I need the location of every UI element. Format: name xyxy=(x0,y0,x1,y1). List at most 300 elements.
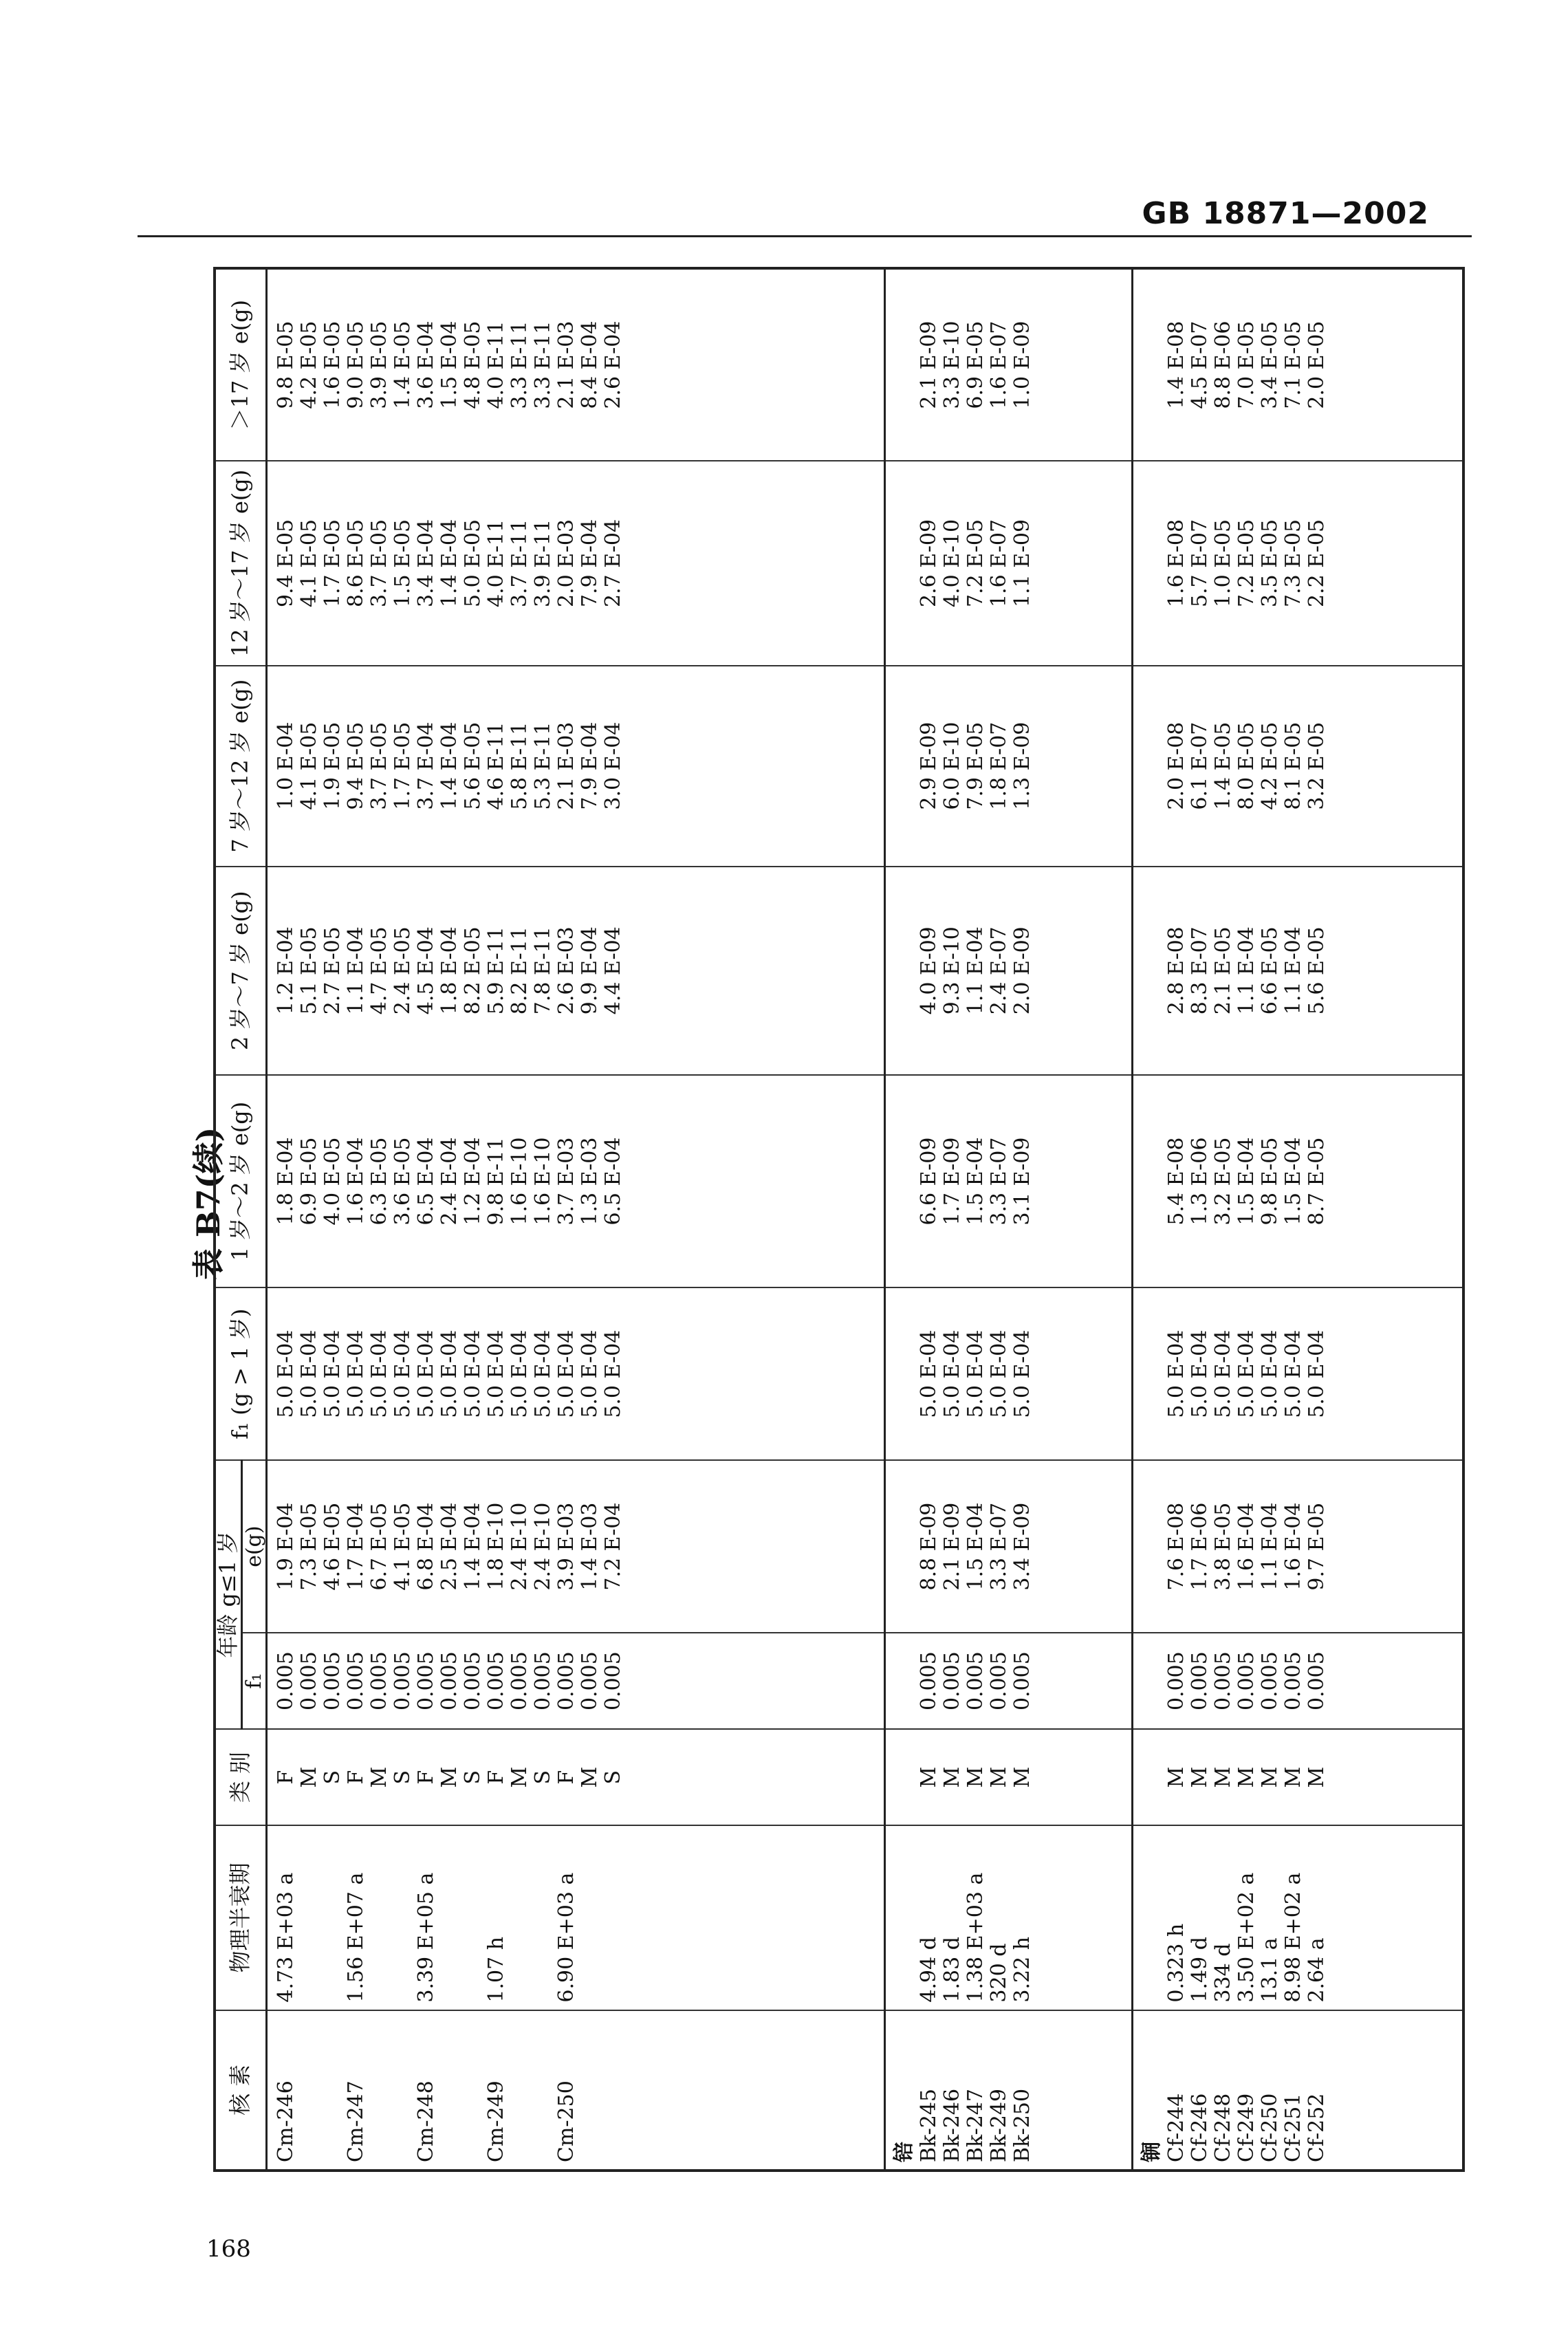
cell-e: 1.9 E-04 xyxy=(274,1502,298,1591)
cell-f1: 0.005 xyxy=(1164,1651,1189,1711)
cell-f1-gt1: 5.0 E-04 xyxy=(437,1329,462,1418)
cell-f1-gt1: 5.0 E-04 xyxy=(1188,1329,1212,1418)
group-label-spacer xyxy=(893,1833,917,2002)
cell-e-2-7: 4.0 E-09 xyxy=(917,926,941,1015)
cell-e-2-7: 9.9 E-04 xyxy=(578,926,602,1015)
cell-f1: 0.005 xyxy=(1258,1651,1283,1711)
cell-f1-gt1: 5.0 E-04 xyxy=(1010,1329,1035,1418)
cell-f1-gt1: 5.0 E-04 xyxy=(320,1329,345,1418)
cell-nuclide: Cf-249 xyxy=(1234,2093,1259,2162)
cell-class-column xyxy=(885,1729,1133,1825)
cell-e-12-17-column xyxy=(1133,461,1463,666)
cell-e-1-2-column xyxy=(267,1075,885,1287)
cell-e-7-12: 2.0 E-08 xyxy=(1164,721,1189,810)
cell-nuclide: Bk-249 xyxy=(987,2088,1012,2162)
cell-e-1-2: 6.5 E-04 xyxy=(601,1137,626,1226)
cell-e-1-2: 6.6 E-09 xyxy=(917,1137,941,1226)
col-age-le1: 年龄 g≤1 岁 xyxy=(215,1460,241,1729)
cell-e-7-12: 2.9 E-09 xyxy=(917,721,941,810)
cell-e-2-7: 5.1 E-05 xyxy=(297,926,322,1015)
cell-half-life: 0.323 h xyxy=(1164,1923,1189,2003)
cell-e-7-12: 4.1 E-05 xyxy=(297,721,322,810)
cell-e-12-17: 1.6 E-08 xyxy=(1164,519,1189,607)
cell-f1-gt1: 5.0 E-04 xyxy=(1258,1329,1283,1418)
cell-nuclide: Cf-252 xyxy=(1305,2093,1329,2162)
cell-e-2-7: 4.4 E-04 xyxy=(601,926,626,1015)
cell-e-7-12: 1.0 E-04 xyxy=(274,721,298,810)
cell-e: 1.6 E-04 xyxy=(1234,1502,1259,1591)
cell-e-1-2: 1.3 E-03 xyxy=(578,1137,602,1226)
cell-e-gt17: 9.0 E-05 xyxy=(344,320,369,409)
cell-e-2-7: 4.5 E-04 xyxy=(414,926,439,1015)
cell-e-1-2: 1.5 E-04 xyxy=(1281,1137,1306,1226)
cell-e-1-2: 2.4 E-04 xyxy=(437,1137,462,1226)
cell-nuclide: Cm-249 xyxy=(484,2080,509,2162)
cell-f1-column xyxy=(1133,1633,1463,1729)
group-label-spacer xyxy=(1140,468,1165,658)
cell-e-gt17: 1.0 E-09 xyxy=(1010,320,1035,409)
col-age-12-17: 12 岁～17 岁 e(g) xyxy=(215,461,267,666)
cell-f1-gt1: 5.0 E-04 xyxy=(987,1329,1012,1418)
cell-class: M xyxy=(1211,1766,1236,1788)
cell-e-7-12: 1.4 E-05 xyxy=(1211,721,1236,810)
cell-nuclide: Cm-248 xyxy=(414,2080,439,2162)
cell-e-2-7: 2.4 E-05 xyxy=(391,926,415,1015)
cell-e-7-12: 1.7 E-05 xyxy=(391,721,415,810)
cell-e-12-17: 8.6 E-05 xyxy=(344,519,369,607)
cell-f1: 0.005 xyxy=(344,1651,369,1711)
cell-e-12-17: 3.7 E-05 xyxy=(367,519,392,607)
col-f1: f₁ xyxy=(241,1633,267,1729)
cell-nuclide: Cm-250 xyxy=(554,2080,579,2162)
cell-e-1-2: 6.3 E-05 xyxy=(367,1137,392,1226)
cell-class: S xyxy=(461,1770,486,1785)
cell-class: S xyxy=(601,1770,626,1785)
group-label-spacer xyxy=(893,1468,917,1625)
cell-half-life-column xyxy=(1133,1825,1463,2010)
group-label-spacer xyxy=(893,1640,917,1721)
cell-e: 8.8 E-09 xyxy=(917,1502,941,1591)
cell-e: 1.6 E-04 xyxy=(1281,1502,1306,1591)
cell-e-2-7: 2.4 E-07 xyxy=(987,926,1012,1015)
cell-e-1-2: 1.6 E-10 xyxy=(531,1137,556,1226)
group-label-spacer xyxy=(893,1737,917,1818)
group-label-spacer xyxy=(893,468,917,658)
cell-nuclide: Bk-245 xyxy=(917,2088,941,2162)
cell-half-life-column xyxy=(885,1825,1133,2010)
cell-e-1-2: 3.6 E-05 xyxy=(391,1137,415,1226)
cell-f1-gt1: 5.0 E-04 xyxy=(1234,1329,1259,1418)
cell-f1-column xyxy=(267,1633,885,1729)
cell-f1-gt1: 5.0 E-04 xyxy=(963,1329,988,1418)
cell-e-gt17: 7.0 E-05 xyxy=(1234,320,1259,409)
group-label-spacer xyxy=(1140,1737,1165,1818)
cell-e-2-7: 1.8 E-04 xyxy=(437,926,462,1015)
cell-f1: 0.005 xyxy=(601,1651,626,1711)
cell-f1-gt1: 5.0 E-04 xyxy=(531,1329,556,1418)
group-label-spacer xyxy=(893,1295,917,1453)
cell-class: F xyxy=(344,1770,369,1785)
cell-e-12-17-column xyxy=(885,461,1133,666)
cell-half-life: 2.64 a xyxy=(1305,1937,1329,2003)
col-age-gt17: ＞17 岁 e(g) xyxy=(215,268,267,461)
cell-e: 1.4 E-03 xyxy=(578,1502,602,1591)
cell-e-12-17: 9.4 E-05 xyxy=(274,519,298,607)
cell-f1: 0.005 xyxy=(1211,1651,1236,1711)
cell-class: S xyxy=(320,1770,345,1785)
cell-e-gt17-column xyxy=(885,268,1133,461)
cell-e-12-17: 7.3 E-05 xyxy=(1281,519,1306,607)
cell-half-life: 1.56 E+07 a xyxy=(344,1872,369,2003)
cell-e-7-12: 1.3 E-09 xyxy=(1010,721,1035,810)
cell-f1-gt1: 5.0 E-04 xyxy=(917,1329,941,1418)
cell-e-7-12: 3.7 E-04 xyxy=(414,721,439,810)
cell-e: 2.5 E-04 xyxy=(437,1502,462,1591)
group-label-spacer xyxy=(1140,1468,1165,1625)
cell-e-2-7: 8.3 E-07 xyxy=(1188,926,1212,1015)
cell-e-7-12: 2.1 E-03 xyxy=(554,721,579,810)
cell-e-1-2: 9.8 E-11 xyxy=(484,1137,509,1226)
cell-e: 7.3 E-05 xyxy=(297,1502,322,1591)
col-e-g: e(g) xyxy=(241,1460,267,1633)
cell-e-12-17: 1.5 E-05 xyxy=(391,519,415,607)
cell-nuclide: Cf-248 xyxy=(1211,2093,1236,2162)
cell-e: 2.4 E-10 xyxy=(508,1502,532,1591)
cell-e-1-2: 1.7 E-09 xyxy=(940,1137,965,1226)
group-label-spacer xyxy=(893,874,917,1067)
cell-e-12-17: 2.0 E-03 xyxy=(554,519,579,607)
cell-class: S xyxy=(531,1770,556,1785)
cell-e-2-7: 1.1 E-04 xyxy=(1281,926,1306,1015)
cell-f1: 0.005 xyxy=(578,1651,602,1711)
cell-nuclide: Cf-246 xyxy=(1188,2093,1212,2162)
cell-e: 3.8 E-05 xyxy=(1211,1502,1236,1591)
cell-e: 7.2 E-04 xyxy=(601,1502,626,1591)
cell-f1: 0.005 xyxy=(274,1651,298,1711)
cell-f1-gt1-column xyxy=(1133,1287,1463,1460)
cell-class: M xyxy=(1281,1766,1306,1788)
group-label-spacer xyxy=(1140,1640,1165,1721)
cell-class: M xyxy=(1234,1766,1259,1788)
cell-e: 1.5 E-04 xyxy=(963,1502,988,1591)
cell-e-7-12: 1.4 E-04 xyxy=(437,721,462,810)
cell-e-gt17: 2.1 E-09 xyxy=(917,320,941,409)
group-label-spacer xyxy=(893,276,917,453)
cell-e-gt17: 1.5 E-04 xyxy=(437,320,462,409)
cell-f1: 0.005 xyxy=(508,1651,532,1711)
cell-e: 6.8 E-04 xyxy=(414,1502,439,1591)
cell-e-gt17: 7.1 E-05 xyxy=(1281,320,1306,409)
cell-e-gt17-column xyxy=(267,268,885,461)
cell-e-12-17: 2.6 E-09 xyxy=(917,519,941,607)
cell-nuclide xyxy=(461,2018,485,2162)
cell-e-gt17: 4.2 E-05 xyxy=(297,320,322,409)
cell-nuclide xyxy=(532,2018,555,2162)
cell-e-gt17: 9.8 E-05 xyxy=(274,320,298,409)
cell-e-1-2: 1.8 E-04 xyxy=(274,1137,298,1226)
cell-f1: 0.005 xyxy=(391,1651,415,1711)
cell-half-life: 13.1 a xyxy=(1258,1937,1283,2003)
group-label-spacer xyxy=(893,1083,917,1280)
cell-class: M xyxy=(987,1766,1012,1788)
cell-e-gt17: 3.4 E-05 xyxy=(1258,320,1283,409)
cell-e-gt17: 1.4 E-08 xyxy=(1164,320,1189,409)
cell-class: M xyxy=(297,1766,322,1788)
cell-e-12-17: 7.2 E-05 xyxy=(963,519,988,607)
cell-e-12-17: 4.1 E-05 xyxy=(297,519,322,607)
group-label: 锎 xyxy=(1140,2142,1164,2162)
cell-e-1-2: 9.8 E-05 xyxy=(1258,1137,1283,1226)
cell-e: 3.4 E-09 xyxy=(1010,1502,1035,1591)
cell-e-7-12: 4.6 E-11 xyxy=(484,721,509,810)
cell-e-12-17: 3.7 E-11 xyxy=(508,519,532,607)
col-age-1-2: 1 岁～2 岁 e(g) xyxy=(215,1075,267,1287)
cell-e-1-2-column xyxy=(885,1075,1133,1287)
row-group xyxy=(885,268,1133,2171)
cell-e-12-17: 5.0 E-05 xyxy=(461,519,486,607)
cell-e: 2.4 E-10 xyxy=(531,1502,556,1591)
cell-f1: 0.005 xyxy=(531,1651,556,1711)
cell-e-gt17: 3.3 E-11 xyxy=(531,320,556,409)
cell-nuclide: Cf-244 xyxy=(1164,2093,1189,2162)
cell-e-2-7: 4.7 E-05 xyxy=(367,926,392,1015)
cell-e-7-12: 1.8 E-07 xyxy=(987,721,1012,810)
cell-nuclide xyxy=(391,2018,415,2162)
standard-code: GB 18871—2002 xyxy=(1142,196,1429,231)
cell-class-column xyxy=(1133,1729,1463,1825)
cell-f1: 0.005 xyxy=(917,1651,941,1711)
cell-class: F xyxy=(554,1770,579,1785)
cell-e-2-7: 1.2 E-04 xyxy=(274,926,298,1015)
cell-f1: 0.005 xyxy=(461,1651,486,1711)
cell-e: 1.8 E-10 xyxy=(484,1502,509,1591)
cell-e-12-17: 2.7 E-04 xyxy=(601,519,626,607)
dose-coefficient-table xyxy=(213,267,1465,2172)
cell-class: M xyxy=(1164,1766,1189,1788)
cell-e: 3.9 E-03 xyxy=(554,1502,579,1591)
cell-e-2-7-column xyxy=(1133,867,1463,1075)
cell-nuclide xyxy=(298,2018,321,2162)
cell-e-2-7: 8.2 E-11 xyxy=(508,926,532,1015)
cell-f1: 0.005 xyxy=(987,1651,1012,1711)
cell-e-7-12: 7.9 E-05 xyxy=(963,721,988,810)
cell-f1: 0.005 xyxy=(367,1651,392,1711)
cell-half-life: 1.38 E+03 a xyxy=(963,1872,988,2003)
cell-e: 1.4 E-04 xyxy=(461,1502,486,1591)
cell-half-life xyxy=(368,1833,391,2002)
cell-e-gt17: 4.0 E-11 xyxy=(484,320,509,409)
cell-e-1-2: 3.2 E-05 xyxy=(1211,1137,1236,1226)
group-label-spacer xyxy=(1140,1833,1165,2002)
cell-e-gt17: 2.6 E-04 xyxy=(601,320,626,409)
cell-f1-gt1: 5.0 E-04 xyxy=(484,1329,509,1418)
cell-e-1-2: 3.1 E-09 xyxy=(1010,1137,1035,1226)
cell-e-12-17: 4.0 E-10 xyxy=(940,519,965,607)
cell-f1-gt1: 5.0 E-04 xyxy=(578,1329,602,1418)
cell-f1-gt1-column xyxy=(267,1287,885,1460)
cell-e-7-12: 6.0 E-10 xyxy=(940,721,965,810)
cell-class: M xyxy=(1258,1766,1283,1788)
cell-class: M xyxy=(508,1766,532,1788)
cell-half-life xyxy=(532,1833,555,2002)
cell-e-1-2: 1.5 E-04 xyxy=(963,1137,988,1226)
cell-half-life: 4.94 d xyxy=(917,1937,941,2003)
cell-f1-gt1: 5.0 E-04 xyxy=(1164,1329,1189,1418)
cell-f1: 0.005 xyxy=(1188,1651,1212,1711)
cell-e-12-17: 1.4 E-04 xyxy=(437,519,462,607)
cell-nuclide xyxy=(578,2018,602,2162)
cell-class: M xyxy=(940,1766,965,1788)
cell-e-gt17: 2.1 E-03 xyxy=(554,320,579,409)
cell-e-12-17: 1.0 E-05 xyxy=(1211,519,1236,607)
cell-class: S xyxy=(391,1770,415,1785)
cell-e-column xyxy=(1133,1460,1463,1633)
cell-class-column xyxy=(267,1729,885,1825)
cell-f1-gt1: 5.0 E-04 xyxy=(508,1329,532,1418)
cell-e: 3.3 E-07 xyxy=(987,1502,1012,1591)
cell-e-2-7: 2.0 E-09 xyxy=(1010,926,1035,1015)
cell-f1-gt1: 5.0 E-04 xyxy=(391,1329,415,1418)
group-label-spacer xyxy=(1140,1295,1165,1453)
cell-class: M xyxy=(578,1766,602,1788)
cell-e-2-7: 7.8 E-11 xyxy=(531,926,556,1015)
cell-class: F xyxy=(414,1770,439,1785)
cell-e-gt17: 3.3 E-10 xyxy=(940,320,965,409)
col-nuclide: 核 素 xyxy=(215,2010,267,2171)
cell-e-2-7-column xyxy=(885,867,1133,1075)
cell-e-gt17-column xyxy=(1133,268,1463,461)
col-age-2-7: 2 岁～7 岁 e(g) xyxy=(215,867,267,1075)
cell-e-7-12-column xyxy=(885,666,1133,867)
cell-e-gt17: 3.6 E-04 xyxy=(414,320,439,409)
cell-e-gt17: 1.4 E-05 xyxy=(391,320,415,409)
col-f1-gt1: f₁ (g > 1 岁) xyxy=(215,1287,267,1460)
cell-e-7-12: 3.2 E-05 xyxy=(1305,721,1329,810)
cell-half-life xyxy=(321,1833,345,2002)
cell-f1-gt1: 5.0 E-04 xyxy=(554,1329,579,1418)
cell-e-column xyxy=(267,1460,885,1633)
cell-e-7-12: 3.7 E-05 xyxy=(367,721,392,810)
cell-e-gt17: 2.0 E-05 xyxy=(1305,320,1329,409)
cell-nuclide xyxy=(368,2018,391,2162)
cell-nuclide: Cm-247 xyxy=(344,2080,369,2162)
cell-e-12-17: 5.7 E-07 xyxy=(1188,519,1212,607)
group-label-spacer xyxy=(893,673,917,859)
cell-e-7-12: 4.2 E-05 xyxy=(1258,721,1283,810)
cell-e-1-2: 1.3 E-06 xyxy=(1188,1137,1212,1226)
row-group xyxy=(1133,268,1463,2171)
cell-f1-gt1-column xyxy=(885,1287,1133,1460)
cell-half-life: 3.22 h xyxy=(1010,1936,1035,2003)
cell-e-12-17: 1.7 E-05 xyxy=(320,519,345,607)
cell-nuclide xyxy=(438,2018,461,2162)
cell-f1-gt1: 5.0 E-04 xyxy=(274,1329,298,1418)
cell-f1: 0.005 xyxy=(414,1651,439,1711)
cell-f1: 0.005 xyxy=(1305,1651,1329,1711)
group-label-spacer xyxy=(1140,276,1165,453)
cell-e-2-7: 5.9 E-11 xyxy=(484,926,509,1015)
cell-class: M xyxy=(437,1766,462,1788)
cell-f1-gt1: 5.0 E-04 xyxy=(601,1329,626,1418)
cell-e: 6.7 E-05 xyxy=(367,1502,392,1591)
cell-e-gt17: 1.6 E-05 xyxy=(320,320,345,409)
cell-f1-gt1: 5.0 E-04 xyxy=(414,1329,439,1418)
cell-half-life xyxy=(508,1833,532,2002)
cell-nuclide xyxy=(602,2018,625,2162)
cell-f1: 0.005 xyxy=(1010,1651,1035,1711)
cell-e-7-12: 7.9 E-04 xyxy=(578,721,602,810)
cell-class: F xyxy=(484,1770,509,1785)
group-row xyxy=(885,268,1133,2171)
cell-e-2-7: 1.1 E-04 xyxy=(963,926,988,1015)
cell-e-1-2: 5.4 E-08 xyxy=(1164,1137,1189,1226)
cell-e-12-17: 7.2 E-05 xyxy=(1234,519,1259,607)
cell-e-2-7: 2.6 E-03 xyxy=(554,926,579,1015)
cell-e-7-12: 5.3 E-11 xyxy=(531,721,556,810)
cell-half-life: 3.39 E+05 a xyxy=(414,1872,439,2003)
cell-e-1-2: 6.9 E-05 xyxy=(297,1137,322,1226)
header-rule xyxy=(138,235,1472,237)
cell-e-gt17: 3.3 E-11 xyxy=(508,320,532,409)
cell-nuclide: Cm-246 xyxy=(274,2080,298,2162)
cell-f1: 0.005 xyxy=(297,1651,322,1711)
cell-e-1-2: 4.0 E-05 xyxy=(320,1137,345,1226)
cell-nuclide: Bk-250 xyxy=(1010,2088,1035,2162)
cell-e: 4.1 E-05 xyxy=(391,1502,415,1591)
cell-e-1-2: 3.3 E-07 xyxy=(987,1137,1012,1226)
cell-e-12-17: 4.0 E-11 xyxy=(484,519,509,607)
cell-f1: 0.005 xyxy=(1281,1651,1306,1711)
cell-e-7-12: 1.9 E-05 xyxy=(320,721,345,810)
cell-e-gt17: 1.6 E-07 xyxy=(987,320,1012,409)
cell-f1-gt1: 5.0 E-04 xyxy=(1211,1329,1236,1418)
cell-e-1-2-column xyxy=(1133,1075,1463,1287)
cell-nuclide-column xyxy=(1133,2010,1463,2171)
cell-e-1-2: 1.5 E-04 xyxy=(1234,1137,1259,1226)
cell-e-2-7: 9.3 E-10 xyxy=(940,926,965,1015)
cell-nuclide xyxy=(321,2018,345,2162)
cell-class: M xyxy=(367,1766,392,1788)
cell-e-12-17: 3.9 E-11 xyxy=(531,519,556,607)
cell-e: 4.6 E-05 xyxy=(320,1502,345,1591)
cell-class: M xyxy=(1305,1766,1329,1788)
cell-class: F xyxy=(274,1770,298,1785)
cell-e-2-7: 8.2 E-05 xyxy=(461,926,486,1015)
cell-f1: 0.005 xyxy=(554,1651,579,1711)
cell-f1-gt1: 5.0 E-04 xyxy=(1281,1329,1306,1418)
cell-half-life xyxy=(391,1833,415,2002)
table-caption: 表 B7(续) xyxy=(190,1127,227,1281)
cell-half-life: 3.50 E+02 a xyxy=(1234,1872,1259,2003)
cell-f1-gt1: 5.0 E-04 xyxy=(297,1329,322,1418)
cell-e-2-7: 1.1 E-04 xyxy=(1234,926,1259,1015)
cell-nuclide-column xyxy=(885,2010,1133,2171)
group-label: 锫 xyxy=(892,2142,917,2162)
cell-f1: 0.005 xyxy=(320,1651,345,1711)
cell-e-gt17: 8.8 E-06 xyxy=(1211,320,1236,409)
cell-f1: 0.005 xyxy=(963,1651,988,1711)
cell-e-1-2: 6.5 E-04 xyxy=(414,1137,439,1226)
cell-nuclide-column xyxy=(267,2010,885,2171)
cell-half-life xyxy=(602,1833,625,2002)
col-half-life: 物理半衰期 xyxy=(215,1825,267,2010)
cell-half-life-column xyxy=(267,1825,885,2010)
cell-e-7-12: 5.8 E-11 xyxy=(508,721,532,810)
cell-e-1-2: 3.7 E-03 xyxy=(554,1137,579,1226)
cell-e-2-7-column xyxy=(267,867,885,1075)
cell-half-life: 1.49 d xyxy=(1188,1937,1212,2003)
cell-e-12-17: 3.4 E-04 xyxy=(414,519,439,607)
